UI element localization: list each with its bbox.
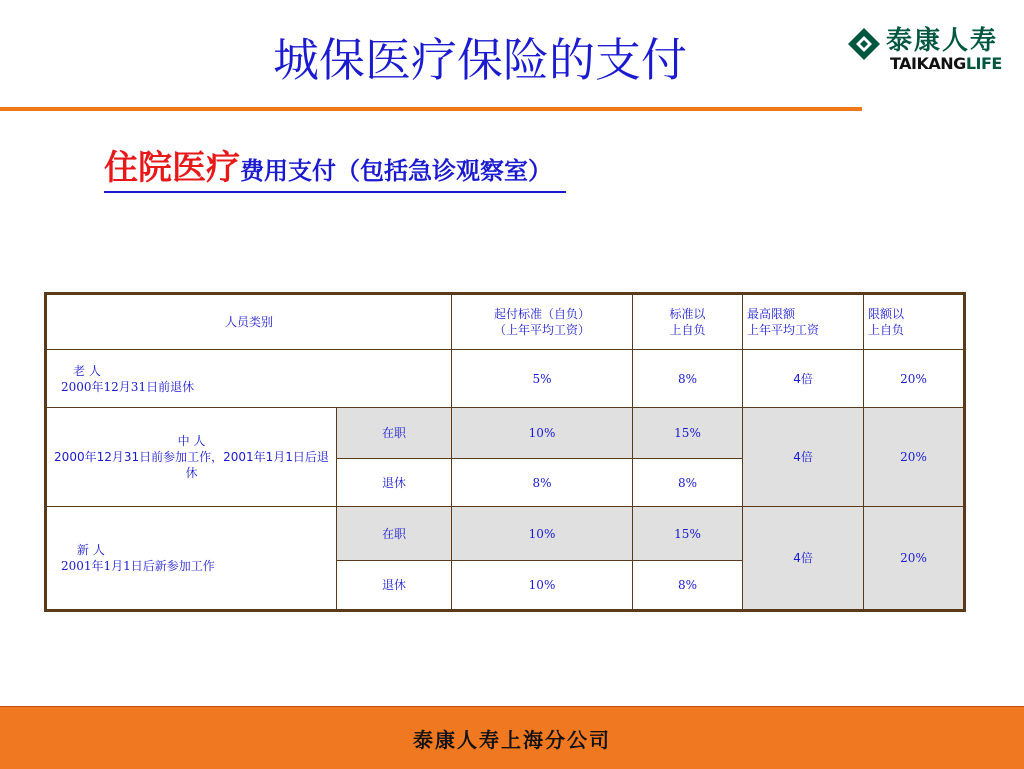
new-retired-label: 退休 xyxy=(337,561,452,611)
section-subtitle xyxy=(104,140,566,193)
new-name: 新 人 xyxy=(77,543,105,557)
header-threshold-line1: 起付标准（自负） xyxy=(494,307,591,321)
new-employed-threshold: 10% xyxy=(452,507,633,561)
old-cap: 4倍 xyxy=(743,350,864,408)
new-cap: 4倍 xyxy=(743,507,864,611)
middle-retired-label: 退休 xyxy=(337,459,452,507)
old-category-cell xyxy=(46,350,452,408)
table-row-old xyxy=(46,350,965,408)
logo-english-main: TAIKANG xyxy=(890,54,966,73)
header-above-cap xyxy=(864,294,965,350)
middle-employed-label: 在职 xyxy=(337,408,452,459)
middle-above-cap: 20% xyxy=(864,408,965,507)
new-employed-label: 在职 xyxy=(337,507,452,561)
logo-chinese-name: 泰康人寿 xyxy=(886,26,999,56)
payment-table xyxy=(44,292,966,612)
new-desc: 2001年1月1日后新参加工作 xyxy=(61,559,215,573)
subtitle-rest: 费用支付（包括急诊观察室） xyxy=(240,157,552,185)
middle-name: 中 人 xyxy=(177,434,206,448)
footer-company-name: 泰康人寿上海分公司 xyxy=(413,727,611,752)
logo-english-name xyxy=(890,54,1002,73)
old-above-cap: 20% xyxy=(864,350,965,408)
new-above-cap: 20% xyxy=(864,507,965,611)
middle-category-cell xyxy=(46,408,337,507)
header-row xyxy=(46,294,965,350)
middle-cap: 4倍 xyxy=(743,408,864,507)
header-above-standard-line1: 标准以 xyxy=(669,307,706,321)
logo-diamond-icon xyxy=(846,26,882,62)
header-above-standard-line2: 上自负 xyxy=(669,323,706,337)
new-retired-above-standard: 8% xyxy=(633,561,743,611)
header-category: 人员类别 xyxy=(46,294,452,350)
header-cap-line1: 最高限额 xyxy=(747,307,796,321)
new-employed-above-standard: 15% xyxy=(633,507,743,561)
header-cap xyxy=(743,294,864,350)
old-above-standard: 8% xyxy=(633,350,743,408)
header-cap-line2: 上年平均工资 xyxy=(747,323,820,337)
header-above-cap-line2: 上自负 xyxy=(868,323,905,337)
subtitle-highlight: 住院医疗 xyxy=(104,148,240,188)
header-threshold-line2: （上年平均工资） xyxy=(494,323,591,337)
new-retired-threshold: 10% xyxy=(452,561,633,611)
middle-employed-above-standard: 15% xyxy=(633,408,743,459)
table-row-middle-employed xyxy=(46,408,965,459)
header-threshold xyxy=(452,294,633,350)
middle-retired-above-standard: 8% xyxy=(633,459,743,507)
old-threshold: 5% xyxy=(452,350,633,408)
old-name: 老 人 xyxy=(73,363,101,378)
company-logo xyxy=(846,18,1006,74)
logo-english-suffix: LIFE xyxy=(965,54,1002,73)
old-desc: 2000年12月31日前退休 xyxy=(61,379,195,394)
middle-employed-threshold: 10% xyxy=(452,408,633,459)
slide-title: 城保医疗保险的支付 xyxy=(273,33,687,87)
table-row-new-employed xyxy=(46,507,965,561)
middle-retired-threshold: 8% xyxy=(452,459,633,507)
middle-desc: 2000年12月31日前参加工作，2001年1月1日后退休 xyxy=(54,450,329,480)
title-underline-rule xyxy=(0,107,862,111)
footer-bar xyxy=(0,706,1024,769)
header-above-standard xyxy=(633,294,743,350)
header-above-cap-line1: 限额以 xyxy=(868,307,905,321)
new-category-cell xyxy=(46,507,337,611)
